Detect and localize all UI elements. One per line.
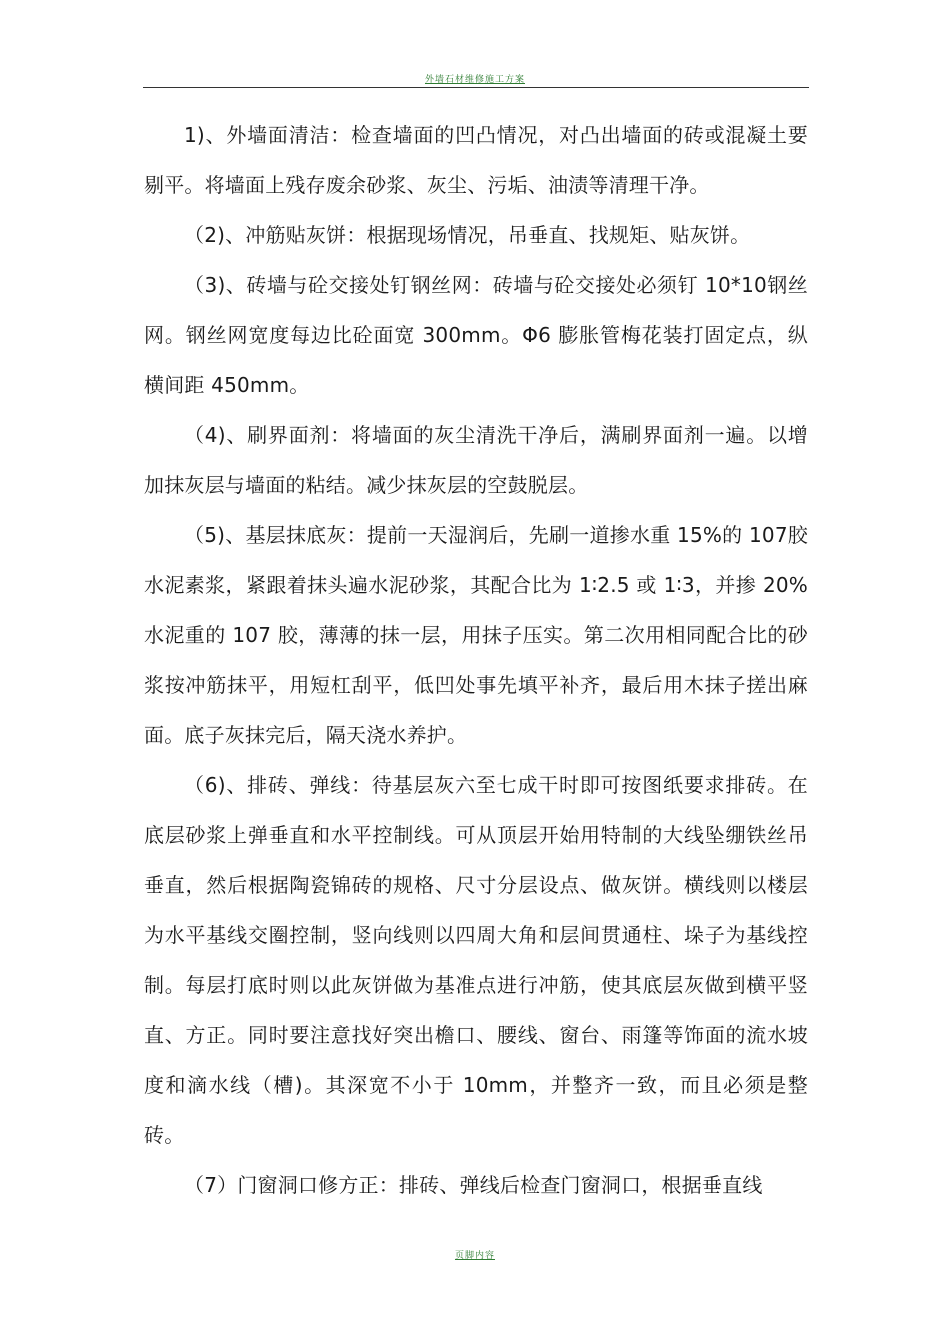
paragraph-7: （7）门窗洞口修方正：排砖、弹线后检查门窗洞口，根据垂直线	[184, 1173, 763, 1197]
page-header: 外墙石材维修施工方案	[424, 75, 525, 85]
paragraph-1: 1)、外墙面清洁：检查墙面的凹凸情况，对凸出墙面的砖或混凝土要剔平。将墙面上残存废余砂浆、灰尘、污垢、油渍等清理干净。	[144, 123, 808, 197]
paragraph-5: （5)、基层抹底灰：提前一天湿润后，先刷一道掺水重 15%的 107胶水泥素浆，紧跟着抹头遍水泥砂浆，其配合比为 1∶2.5 或 1∶3，并掺 20%水泥重的 107 胶，薄薄的抹一层，用抹子压实。第二次用相同配合比的砂浆按冲筋抹平，用短杠刮平，低凹处事先填平补齐，最后用木抹子搓出麻面。底子灰抹完后，隔天浇水养护。	[144, 523, 808, 747]
paragraph-6: （6)、排砖、弹线：待基层灰六至七成干时即可按图纸要求排砖。在底层砂浆上弹垂直和水平控制线。可从顶层开始用特制的大线坠绷铁丝吊垂直，然后根据陶瓷锦砖的规格、尺寸分层设点、做灰饼。横线则以楼层为水平基线交圈控制，竖向线则以四周大角和层间贯通柱、垛子为基线控制。每层打底时则以此灰饼做为基准点进行冲筋，使其底层灰做到横平竖直、方正。同时要注意找好突出檐口、腰线、窗台、雨篷等饰面的流水坡度和滴水线（槽)。其深宽不小于 10mm，并整齐一致，而且必须是整砖。	[144, 773, 808, 1147]
paragraph-4: （4)、刷界面剂：将墙面的灰尘清洗干净后，满刷界面剂一遍。以增加抹灰层与墙面的粘结。减少抹灰层的空鼓脱层。	[144, 423, 808, 497]
document-body	[144, 110, 808, 1210]
page-footer: 页脚内容	[454, 1251, 495, 1261]
header-divider	[143, 87, 809, 88]
paragraph-3: （3)、砖墙与砼交接处钉钢丝网：砖墙与砼交接处必须钉 10*10钢丝网。钢丝网宽度每边比砼面宽 300mm。Φ6 膨胀管梅花装打固定点，纵横间距 450mm。	[144, 273, 808, 397]
paragraph-2: （2)、冲筋贴灰饼：根据现场情况，吊垂直、找规矩、贴灰饼。	[184, 223, 751, 247]
